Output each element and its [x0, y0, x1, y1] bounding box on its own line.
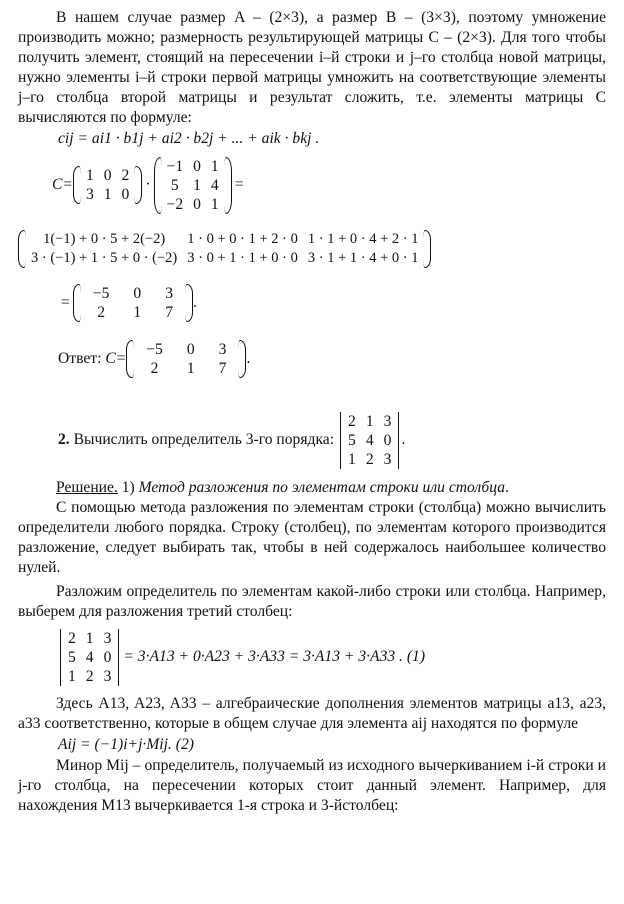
expanded-product: [18, 226, 606, 272]
determinant-cell: 3: [383, 450, 392, 468]
expanded-matrix: [18, 230, 431, 268]
matrix-product: [52, 154, 606, 216]
matrix-b-cell: 0: [193, 195, 201, 213]
answer-cell: 3: [218, 341, 227, 358]
paragraph-minor: Минор Mij – определитель, получаемый из исходного вычеркиванием i-й строки и j-го столбца, на пересечении которых стоит данный элемент. Например, для нахождения M13 вычеркивается 1-я строка и 3-йстолбец:: [18, 757, 606, 814]
matrix-a-cell: 3: [85, 186, 94, 203]
expanded-cell: 1 · 1 + 0 · 4 + 2 · 1: [307, 231, 419, 247]
matrix-a: [73, 166, 142, 204]
result-row: = −5 0 3 2 1 7 .: [58, 280, 606, 326]
determinant-expansion-cell: 1: [68, 667, 76, 685]
determinant-row: [343, 412, 396, 431]
c-label: C=: [52, 176, 73, 193]
paragraph-cofactors: Здесь A13, A23, A33 – алгебраические дополнения элементов матрицы a13, a23, a33 соответственно, которые в общем случае для элемента aij находятся по формуле: [18, 695, 606, 732]
matrix-a-cell: 1: [103, 186, 112, 203]
cij-formula: cij = ai1 · b1j + ai2 · b2j + ... + aik · bkj .: [58, 130, 320, 147]
result-cell: 2: [97, 304, 105, 321]
matrix-a-cell: 0: [121, 186, 130, 203]
matrix-b-row: [162, 157, 224, 176]
equals-sign: =: [61, 294, 70, 311]
determinant-expansion-row: [63, 648, 116, 667]
answer-row: Ответ: C= −5 0 3 2 1 7 .: [58, 341, 251, 377]
determinant-cell: 1: [348, 450, 356, 468]
expanded-cell: 3 · 0 + 1 · 1 + 0 · 0: [187, 250, 298, 266]
determinant-expansion-cell: 3: [103, 667, 112, 685]
answer-cell: −5: [146, 341, 163, 358]
equals-sign: =: [234, 176, 244, 193]
task-text: Вычислить определитель 3-го порядка:: [73, 431, 335, 448]
matrix-b-cell: 0: [193, 157, 201, 175]
answer-label: Ответ:: [58, 350, 102, 367]
expanded-row: [26, 230, 423, 249]
expanded-cell: 1 · 0 + 0 · 1 + 2 · 0: [187, 231, 298, 247]
determinant-expansion-cell: 2: [85, 667, 94, 685]
expanded-cell: 3 · 1 + 1 · 4 + 0 · 1: [307, 250, 419, 266]
expanded-cell: 1(−1) + 0 · 5 + 2(−2): [43, 231, 166, 247]
determinant-cell: 4: [365, 431, 374, 449]
result-cell: 1: [133, 304, 142, 321]
matrix-b-cell: 4: [210, 176, 219, 194]
determinant-matrix: [338, 412, 401, 469]
matrix-b: [154, 157, 232, 214]
paragraph-matrix-size: В нашем случае размер A – (2×3), а размер B – (3×3), поэтому умножение производить можно; размерность результирующей матрицы C – (2×3). Для того чтобы получить элемент, стоящий на пересечении i–й строки и j–го столбца новой матрицы, нужно элементы i–й строки первой матрицы умножить на соответствующие элементы j–го столбца второй матрицы и результат сложить, т.е. элементы матрицы C вычисляются по формуле:: [18, 9, 606, 126]
page: [18, 6, 606, 816]
cofactor-formula: Aij = (−1)i+j·Mij. (2): [58, 736, 194, 753]
matrix-b-row: [162, 176, 224, 195]
result-row: [81, 303, 185, 322]
determinant-expansion: [58, 629, 121, 686]
determinant-row: [343, 431, 396, 450]
determinant-cell: 1: [365, 412, 374, 430]
determinant-cell: 3: [383, 412, 392, 430]
task-number: 2.: [58, 431, 70, 448]
matrix-b-cell: −2: [166, 195, 184, 213]
matrix-b-cell: 1: [193, 176, 201, 194]
result-cell: 3: [165, 285, 173, 302]
solution-heading: Решение. 1) Метод разложения по элементам строки или столбца.: [56, 479, 509, 496]
matrix-b-cell: −1: [166, 157, 184, 175]
determinant-cell: 2: [348, 412, 356, 430]
matrix-b-cell: 5: [170, 176, 179, 194]
matrix-a-row: [81, 185, 134, 204]
expanded-row: [26, 249, 423, 268]
answer-cell: 2: [150, 360, 159, 377]
determinant-expansion-cell: 3: [103, 629, 112, 647]
answer-cell: 1: [186, 360, 195, 377]
answer-cell: 0: [186, 341, 195, 358]
matrix-a-cell: 0: [103, 167, 112, 184]
matrix-b-row: [162, 195, 224, 214]
determinant-row: [343, 450, 396, 469]
determinant-expansion-cell: 5: [68, 648, 76, 666]
result-cell: −5: [92, 285, 110, 302]
determinant-cell: 2: [365, 450, 374, 468]
method-title: Метод разложения по элементам строки или столбца: [138, 479, 506, 496]
determinant-expansion-row: [63, 667, 116, 686]
answer-row: [134, 340, 238, 359]
answer-cell: 7: [218, 360, 227, 377]
answer-matrix: [126, 340, 246, 378]
paragraph-expand: Разложим определитель по элементам какой-либо строки или столбца. Например, выберем для разложения третий столбец:: [18, 583, 606, 620]
task-2: 2. Вычислить определитель 3-го порядка: 2 1 3 5 4 0 1 2 3 .: [58, 412, 406, 468]
result-cell: 0: [133, 285, 142, 302]
expanded-cell: 3 · (−1) + 1 · 5 + 0 · (−2): [31, 250, 178, 266]
determinant-expansion-row: [63, 629, 116, 648]
solution-label: Решение.: [56, 479, 118, 496]
result-row: [81, 284, 185, 303]
paragraph-method: С помощью метода разложения по элементам строки (столбца) можно вычислить определители любого порядка. Строку (столбец), по элементам которого производится разложение, следует выбирать так, чтобы в ней содержалось наибольшее количество нулей.: [18, 499, 606, 576]
matrix-b-cell: 1: [210, 157, 219, 175]
matrix-a-row: [81, 166, 134, 185]
determinant-expansion-cell: 4: [85, 648, 94, 666]
dot-operator: ·: [145, 176, 151, 193]
matrix-b-cell: 1: [210, 195, 219, 213]
determinant-expansion-cell: 1: [85, 629, 94, 647]
result-matrix: [73, 284, 193, 322]
determinant-cell: 0: [383, 431, 392, 449]
determinant-cell: 5: [348, 431, 356, 449]
expansion-row: [58, 624, 606, 690]
expansion-formula: = 3·A13 + 0·A23 + 3·A33 = 3·A13 + 3·A33 . (1): [123, 648, 426, 665]
matrix-a-cell: 2: [121, 167, 130, 184]
matrix-a-cell: 1: [85, 167, 94, 184]
result-cell: 7: [165, 304, 173, 321]
answer-row: [134, 359, 238, 378]
determinant-expansion-cell: 2: [68, 629, 76, 647]
determinant-expansion-cell: 0: [103, 648, 112, 666]
